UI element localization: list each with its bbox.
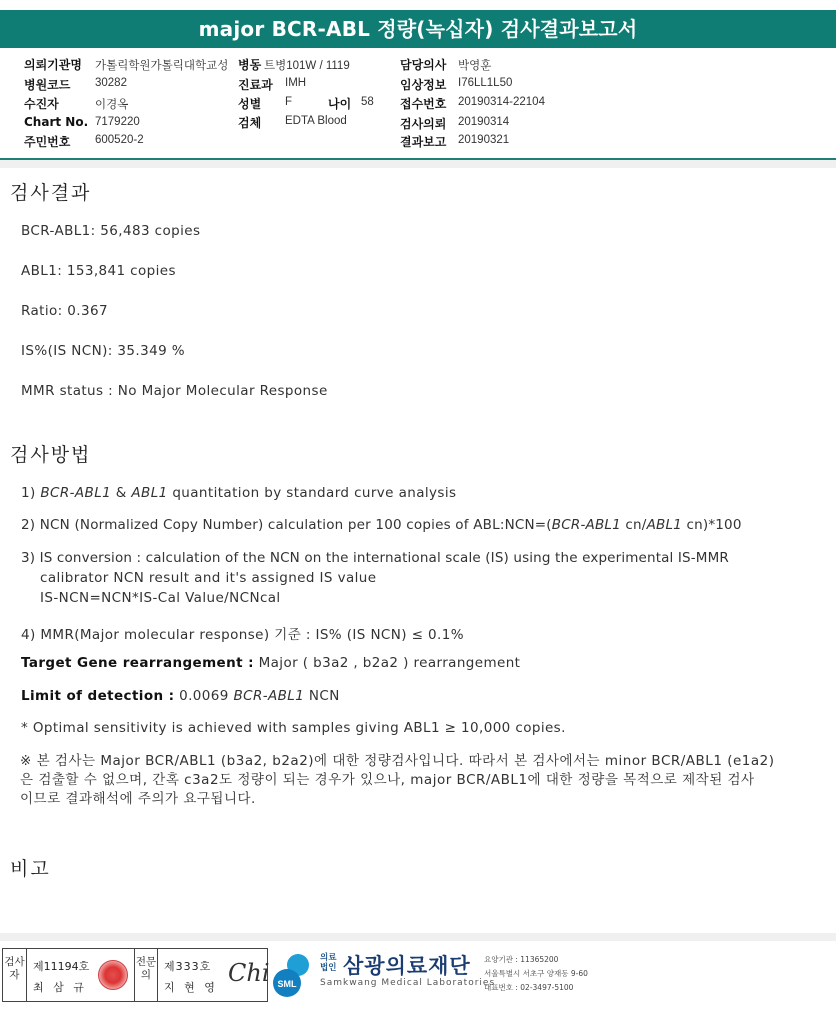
- method-3-line-3: IS-NCN=NCN*IS-Cal Value/NCNcal: [40, 590, 281, 606]
- sml-logo-icon: [272, 951, 316, 999]
- disclaimer-line-3: 이므로 결과해석에 주의가 요구됩니다.: [20, 791, 256, 807]
- method-heading: 검사방법: [10, 444, 92, 466]
- dept-label: 진료과: [238, 78, 273, 92]
- method-1-text: quantitation by standard curve analysis: [167, 485, 457, 501]
- method-2-gene-2: ABL1: [646, 517, 682, 533]
- age-value: 58: [361, 96, 374, 108]
- sensitivity-note: * Optimal sensitivity is achieved with samples giving ABL1 ≥ 10,000 copies.: [21, 720, 566, 736]
- examiner-label: 검사자: [3, 949, 27, 1001]
- method-2-suffix: cn)*100: [681, 517, 742, 533]
- lod-unit: NCN: [304, 688, 340, 704]
- ratio-result: Ratio: 0.367: [21, 303, 108, 319]
- resident-id-label: 주민번호: [24, 135, 71, 149]
- method-3-line-2: calibrator NCN result and it's assigned IS value: [40, 570, 377, 586]
- abl1-result: ABL1: 153,841 copies: [21, 263, 176, 279]
- doctor-label: 담당의사: [400, 58, 447, 72]
- dept-value: IMH: [285, 77, 307, 89]
- specialist-name: 지 현 영: [164, 981, 218, 994]
- report-date-label: 결과보고: [400, 135, 447, 149]
- method-1: [21, 485, 456, 501]
- request-date-label: 검사의뢰: [400, 117, 447, 131]
- svg-text:SML: SML: [277, 979, 297, 989]
- patient-value: 이경옥: [95, 99, 129, 111]
- age-label: 나이: [328, 97, 352, 111]
- remarks-heading: 비고: [10, 858, 51, 880]
- results-heading: 검사결과: [10, 182, 92, 204]
- specialist-license: 제333호: [164, 960, 212, 973]
- seal-stamp: [98, 960, 128, 990]
- limit-of-detection: [21, 688, 340, 704]
- target-gene-label: Target Gene rearrangement :: [21, 655, 254, 671]
- sex-value: F: [285, 96, 293, 108]
- hospital-code-value: 30282: [95, 77, 127, 89]
- ward-value: 트병101W / 1119: [264, 60, 350, 72]
- report-date-value: 20190321: [458, 134, 510, 146]
- report-title: major BCR-ABL 정량(녹십자) 검사결과보고서: [0, 10, 836, 48]
- method-3-line-1: 3) IS conversion : calculation of the NCN on the international scale (IS) using the experimental IS-MMR: [21, 550, 729, 566]
- method-1-prefix: 1): [21, 485, 41, 501]
- receipt-no-label: 접수번호: [400, 97, 447, 111]
- method-2: [21, 517, 742, 533]
- patient-label: 수진자: [24, 97, 59, 111]
- clinical-info-label: 임상정보: [400, 78, 447, 92]
- target-gene-value: Major ( b3a2 , b2a2 ) rearrangement: [253, 655, 521, 671]
- patient-info-panel: [0, 48, 836, 160]
- examiner-license: 제11194호: [33, 960, 90, 973]
- signature-box: [2, 948, 268, 1002]
- specialist-label: 전문의: [134, 949, 158, 1001]
- institution-value: 가톨릭학원가톨릭대학교성: [95, 60, 229, 72]
- specimen-label: 검체: [238, 116, 262, 130]
- request-date-value: 20190314: [458, 116, 510, 128]
- logo-name: 삼광의료재단: [343, 954, 471, 978]
- method-1-gene-2: ABL1: [131, 485, 168, 501]
- receipt-no-value: 20190314-22104: [458, 96, 545, 108]
- phone: 대표번호 : 02-3497-5100: [484, 983, 574, 992]
- examiner-name: 최 삼 규: [33, 981, 87, 994]
- lod-gene: BCR-ABL1: [233, 688, 305, 704]
- address: 서울특별시 서초구 양재동 9-60: [484, 969, 588, 978]
- divider: [0, 160, 836, 168]
- method-2-gene-1: BCR-ABL1: [551, 517, 621, 533]
- lod-label: Limit of detection :: [21, 688, 175, 704]
- doctor-value: 박영훈: [458, 60, 492, 72]
- chart-no-label: Chart No.: [24, 115, 89, 129]
- bcr-abl1-result: BCR-ABL1: 56,483 copies: [21, 223, 201, 239]
- signature: Chi: [228, 959, 270, 987]
- disclaimer-line-1: ※ 본 검사는 Major BCR/ABL1 (b3a2, b2a2)에 대한 정량검사입니다. 따라서 본 검사에서는 minor BCR/ABL1 (e1a2): [20, 753, 775, 769]
- method-1-gene-1: BCR-ABL1: [40, 485, 112, 501]
- method-1-mid: &: [111, 485, 132, 501]
- method-2-prefix: 2) NCN (Normalized Copy Number) calculation per 100 copies of ABL:NCN=(: [21, 517, 552, 533]
- logo-corp-type: 의료법인: [320, 953, 337, 973]
- lod-value: 0.0069: [174, 688, 234, 704]
- specimen-value: EDTA Blood: [285, 115, 347, 127]
- hospital-code-label: 병원코드: [24, 78, 71, 92]
- ward-label: 병동: [238, 58, 262, 72]
- mmr-status-result: MMR status : No Major Molecular Response: [21, 383, 328, 399]
- sex-label: 성별: [238, 97, 262, 111]
- target-gene: [21, 655, 520, 671]
- is-percent-result: IS%(IS NCN): 35.349 %: [21, 343, 185, 359]
- logo-english: Samkwang Medical Laboratories: [320, 978, 496, 988]
- disclaimer-line-2: 은 검출할 수 없으며, 간혹 c3a2도 정량이 되는 경우가 있으나, major BCR/ABL1에 대한 정량을 목적으로 제작된 검사: [20, 772, 755, 788]
- institution-label: 의뢰기관명: [24, 58, 82, 72]
- clinical-info-value: I76LL1L50: [458, 77, 513, 89]
- footer-divider: [0, 933, 836, 941]
- method-2-mid: cn/: [620, 517, 647, 533]
- disclaimer-note: [20, 752, 820, 809]
- chart-no-value: 7179220: [95, 116, 140, 128]
- resident-id-value: 600520-2: [95, 134, 144, 146]
- method-4: 4) MMR(Major molecular response) 기준 : IS% (IS NCN) ≤ 0.1%: [21, 627, 464, 643]
- institution-code: 요양기관 : 11365200: [484, 955, 559, 964]
